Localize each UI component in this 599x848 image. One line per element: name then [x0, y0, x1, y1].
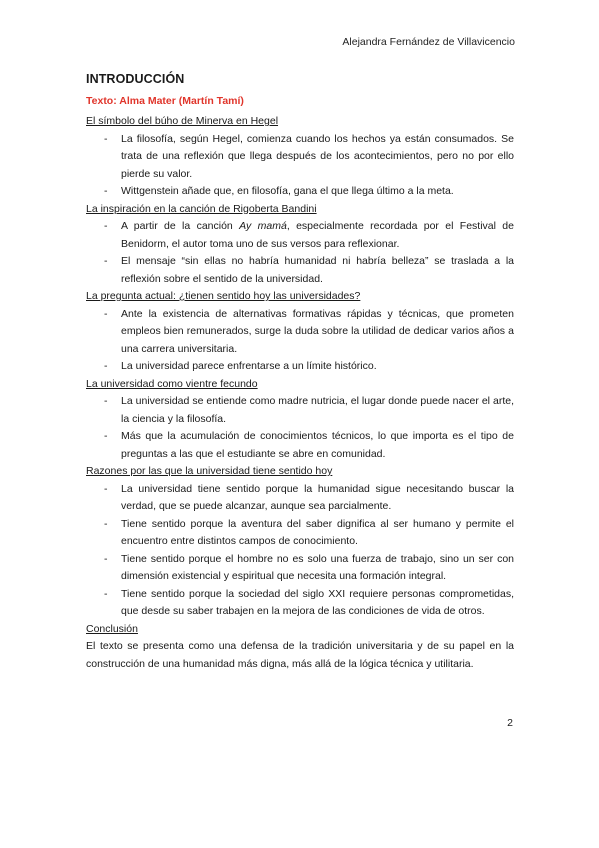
- bullet-list: [86, 393, 514, 463]
- bullet-list: [86, 218, 514, 288]
- list-item: [86, 306, 514, 359]
- list-item: [86, 358, 514, 376]
- bullet-dash: -: [104, 552, 108, 565]
- list-item-text: La universidad se entiende como madre nutricia, el lugar donde puede nacer el arte, la ciencia y la filosofía.: [121, 395, 514, 425]
- list-item: [86, 428, 514, 463]
- bullet-dash: -: [104, 517, 108, 530]
- list-item-text: Ante la existencia de alternativas formativas rápidas y técnicas, que prometen empleos bien remunerados, surge la duda sobre la utilidad de dedicar varios años a una carrera universitaria.: [121, 307, 514, 355]
- bullet-dash: -: [104, 255, 108, 267]
- list-item: [86, 131, 514, 184]
- source-reference: Texto: Alma Mater (Martín Tamí): [86, 95, 244, 107]
- bullet-dash: -: [104, 220, 108, 232]
- list-item: [86, 516, 514, 551]
- bullet-list: [86, 131, 514, 201]
- section-heading: La inspiración en la canción de Rigoberta Bandini: [86, 202, 317, 215]
- header-author: Alejandra Fernández de Villavicencio: [342, 36, 515, 48]
- bullet-list: [86, 481, 514, 621]
- bullet-dash: -: [104, 395, 108, 407]
- list-item-text: La universidad parece enfrentarse a un límite histórico.: [121, 360, 377, 372]
- section-heading: Razones por las que la universidad tiene sentido hoy: [86, 465, 333, 477]
- list-item-text: Wittgenstein añade que, en filosofía, gana el que llega último a la meta.: [121, 185, 454, 197]
- section-heading: La pregunta actual: ¿tienen sentido hoy las universidades?: [86, 290, 361, 302]
- page-number: 2: [507, 717, 513, 729]
- section-heading: El símbolo del búho de Minerva en Hegel: [86, 115, 279, 127]
- list-item-text: Tiene sentido porque la sociedad del siglo XXI requiere personas comprometidas, que desde su saber trabajen en la mejora de las condiciones de vida de otros.: [121, 587, 514, 617]
- list-item-text: Tiene sentido porque el hombre no es solo una fuerza de trabajo, sino un ser con dimensión existencial y espiritual que necesita una formación integral.: [121, 552, 514, 582]
- list-item: [86, 393, 514, 428]
- list-item: [86, 481, 514, 516]
- bullet-dash: -: [104, 307, 108, 320]
- list-item-text: La filosofía, según Hegel, comienza cuando los hechos ya están consumados. Se trata de una reflexión que llega después de los acontecimientos, pero no por ello pierde su valor.: [121, 132, 514, 180]
- bullet-list: [86, 306, 514, 376]
- list-item-text: , especialmente recordada por el Festival de Benidorm, el autor toma uno de sus versos para reflexionar.: [121, 220, 514, 250]
- bullet-dash: -: [104, 587, 108, 600]
- bullet-dash: -: [104, 482, 108, 495]
- page-title: INTRODUCCIÓN: [86, 72, 185, 86]
- list-item-text: Más que la acumulación de conocimientos técnicos, lo que importa es el tipo de preguntas a las que el estudiante se abre en comunidad.: [121, 430, 514, 460]
- song-title: Ay mamá: [239, 220, 287, 232]
- conclusion-heading: Conclusión: [86, 622, 138, 635]
- bullet-dash: -: [104, 430, 108, 442]
- list-item: [86, 218, 514, 253]
- list-item-text: A partir de la canción: [121, 220, 240, 232]
- list-item: [86, 183, 514, 201]
- list-item-text: El mensaje “sin ellas no habría humanidad ni habría belleza” se traslada a la reflexión sobre el sentido de la universidad.: [121, 255, 514, 285]
- bullet-dash: -: [104, 360, 108, 372]
- bullet-dash: -: [104, 132, 108, 145]
- conclusion-text: El texto se presenta como una defensa de la tradición universitaria y de su papel en la construcción de una humanidad más digna, más allá de la lógica técnica y utilitaria.: [86, 640, 514, 670]
- document-body: [86, 72, 514, 673]
- list-item-text: Tiene sentido porque la aventura del saber dignifica al ser humano y permite el encuentro entre distintos campos de conocimiento.: [121, 517, 514, 547]
- list-item: [86, 586, 514, 621]
- section-heading: La universidad como vientre fecundo: [86, 377, 258, 390]
- bullet-dash: -: [104, 185, 108, 197]
- list-item: [86, 253, 514, 288]
- list-item-text: La universidad tiene sentido porque la humanidad sigue necesitando buscar la verdad, que se puede alcanzar, aunque sea parcialmente.: [121, 482, 514, 512]
- sections-container: [86, 113, 514, 621]
- list-item: [86, 551, 514, 586]
